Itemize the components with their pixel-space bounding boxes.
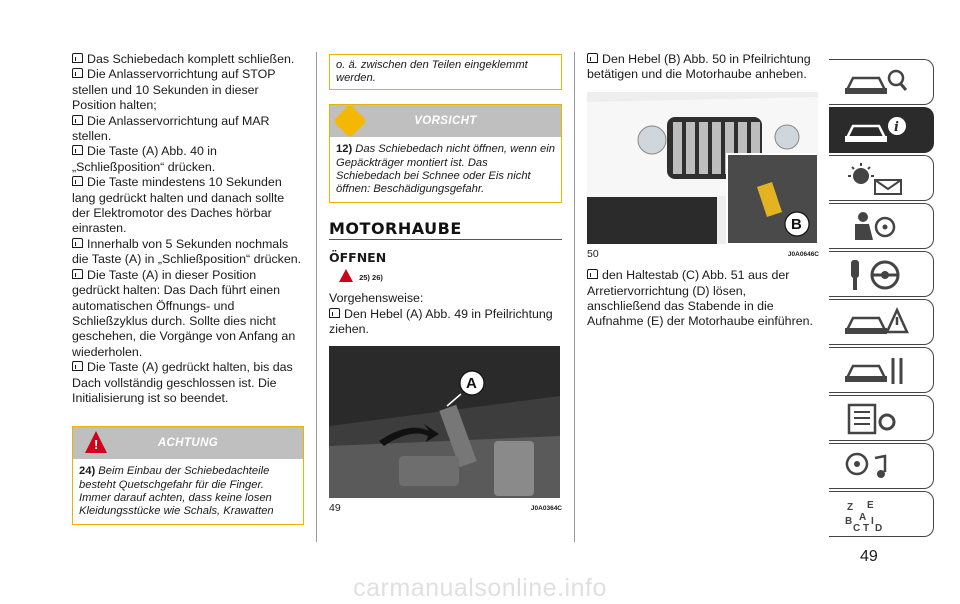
- instruction-text: Innerhalb von 5 Sekunden nochmals die Taste (A) in „Schließposition“ drücken.: [72, 236, 302, 267]
- subsection-heading: ÖFFNEN: [329, 249, 387, 265]
- instruction-item: [72, 67, 304, 113]
- watermark: carmanualsonline.info: [353, 574, 607, 602]
- bullet-icon: [72, 176, 83, 186]
- instruction-text: Die Anlasservorrichtung auf STOP stellen und 10 Sekunden in dieser Position halten;: [72, 67, 276, 113]
- caution-number: 12): [336, 143, 353, 156]
- warning-body: [73, 459, 303, 524]
- instruction-text: Die Taste mindestens 10 Sekunden lang gedrückt halten und danach sollte der Elektromotor des Daches hörbar einrasten.: [72, 175, 285, 236]
- instruction-item: [72, 360, 304, 406]
- bullet-icon: [72, 53, 83, 63]
- svg-text:A: A: [859, 512, 867, 523]
- index-letters-icon: [841, 498, 911, 532]
- sidebar-tab-car-info[interactable]: [829, 107, 934, 153]
- bullet-icon: [72, 361, 83, 371]
- caution-text: Das Schiebedach nicht öffnen, wenn ein Gepäckträger montiert ist. Das Schiebedach bei Schnee oder Eis nicht öffnen: Beschädigungsgefahr.: [336, 143, 555, 196]
- step-text: Den Hebel (B) Abb. 50 in Pfeilrichtung betätigen und die Motorhaube anheben.: [587, 52, 811, 82]
- sidebar-tab-airbag[interactable]: [829, 203, 934, 249]
- bullet-icon: [72, 68, 83, 78]
- svg-text:C: C: [853, 523, 861, 532]
- procedure-step: [329, 307, 562, 338]
- warning-box-achtung: [72, 426, 304, 525]
- specs-list-icon: [841, 402, 911, 436]
- car-warning-icon: [841, 306, 911, 340]
- warning-continuation-text: o. ä. zwischen den Teilen eingeklemmt werden.: [336, 59, 528, 85]
- warning-continuation-box: [329, 54, 562, 90]
- sidebar-tab-emergency[interactable]: [829, 299, 934, 345]
- bullet-icon: [72, 115, 83, 125]
- column-divider: [574, 52, 575, 542]
- figure-49-pedals: [329, 346, 560, 498]
- caution-title: VORSICHT: [414, 115, 477, 128]
- bullet-icon: [587, 269, 598, 279]
- column-divider: [316, 52, 317, 542]
- warning-header: [73, 427, 303, 459]
- column-left: [72, 52, 304, 525]
- figure-50-front: [587, 92, 818, 244]
- svg-text:E: E: [867, 500, 874, 511]
- warning-number: 24): [79, 465, 96, 478]
- warning-triangle-icon: !: [85, 431, 107, 453]
- instruction-item: [72, 144, 304, 175]
- bullet-icon: [587, 53, 598, 63]
- column-right: [587, 52, 819, 330]
- instruction-item: [72, 268, 304, 360]
- figure-label-b: B: [791, 215, 802, 233]
- procedure-step: [587, 52, 819, 83]
- bullet-icon: [72, 238, 83, 248]
- procedure-step: [587, 268, 819, 330]
- column-middle: [329, 54, 562, 516]
- sidebar-tab-index[interactable]: [829, 491, 934, 537]
- figure-50-caption: [587, 247, 819, 262]
- sidebar-tab-maintenance[interactable]: [829, 347, 934, 393]
- figure-49-caption: [329, 501, 562, 516]
- figure-code: J0A0364C: [530, 504, 562, 512]
- instruction-text: Das Schiebedach komplett schließen.: [87, 52, 295, 66]
- instruction-text: Die Taste (A) gedrückt halten, bis das Dach vollständig geschlossen ist. Die Initialisierung ist so beendet.: [72, 360, 293, 405]
- car-tools-icon: [841, 354, 911, 388]
- caution-body: [330, 137, 561, 202]
- page-number: 49: [860, 548, 878, 565]
- warning-references: [339, 269, 562, 285]
- procedure-intro: Vorgehensweise:: [329, 291, 424, 306]
- section-heading: MOTORHAUBE: [329, 221, 562, 239]
- airbag-person-icon: [841, 210, 911, 244]
- sidebar-tab-multimedia[interactable]: [829, 443, 934, 489]
- svg-text:I: I: [871, 516, 874, 527]
- instruction-item: [72, 52, 304, 67]
- instruction-text: Die Anlasservorrichtung auf MAR stellen.: [72, 113, 270, 144]
- svg-text:i: i: [894, 120, 899, 135]
- caution-box-vorsicht: [329, 104, 562, 203]
- instruction-item: [72, 175, 304, 237]
- warning-text: Beim Einbau der Schiebedachteile besteht Quetschgefahr für die Finger. Immer darauf achten, dass keine losen Kleidungsstücke wie Schals, Krawatten: [79, 465, 274, 517]
- warning-title: ACHTUNG: [157, 437, 219, 450]
- instruction-list: [72, 52, 304, 406]
- sidebar-tab-specs[interactable]: [829, 395, 934, 441]
- instruction-text: Die Taste (A) in dieser Position gedrückt halten: Das Dach führt einen automatischen Öffnungs- und Schließzyklus durch. Sollte dies nicht geschehen, die Vorgänge von Anfang an wiederholen.: [72, 267, 296, 359]
- figure-code: J0A0646C: [787, 250, 819, 258]
- hood-lever-illustration: [587, 92, 818, 244]
- step-text: Den Hebel (A) Abb. 49 in Pfeilrichtung ziehen.: [329, 306, 553, 337]
- bullet-icon: [72, 269, 83, 279]
- svg-text:D: D: [875, 523, 883, 532]
- instruction-item: [72, 114, 304, 145]
- sidebar-tab-dashboard-lights[interactable]: [829, 155, 934, 201]
- key-steering-icon: [841, 258, 911, 292]
- car-search-icon: [841, 66, 911, 100]
- svg-text:B: B: [845, 516, 853, 527]
- figure-number: 50: [587, 247, 599, 260]
- sidebar-tab-start-drive[interactable]: [829, 251, 934, 297]
- bullet-icon: [329, 308, 340, 318]
- reference-numbers: 25) 26): [359, 273, 383, 283]
- multimedia-icon: [841, 450, 911, 484]
- caution-header: [330, 105, 561, 137]
- svg-text:T: T: [863, 523, 870, 532]
- figure-label-a: A: [466, 374, 477, 392]
- car-info-icon: [841, 114, 911, 148]
- svg-text:Z: Z: [847, 502, 854, 513]
- instruction-text: Die Taste (A) Abb. 40 in „Schließposition“ drücken.: [72, 144, 217, 174]
- dashboard-lights-icon: [841, 162, 911, 196]
- instruction-item: [72, 237, 304, 268]
- bullet-icon: [72, 145, 83, 155]
- warning-triangle-small-icon: [339, 269, 353, 282]
- pedal-lever-illustration: [329, 346, 560, 498]
- step-text: den Haltestab (C) Abb. 51 aus der Arretiervorrichtung (D) lösen, anschließend das Stabende in die Aufnahme (E) der Motorhaube einführen.: [587, 268, 813, 329]
- sidebar-tab-car-search[interactable]: [829, 59, 934, 105]
- figure-number: 49: [329, 501, 341, 514]
